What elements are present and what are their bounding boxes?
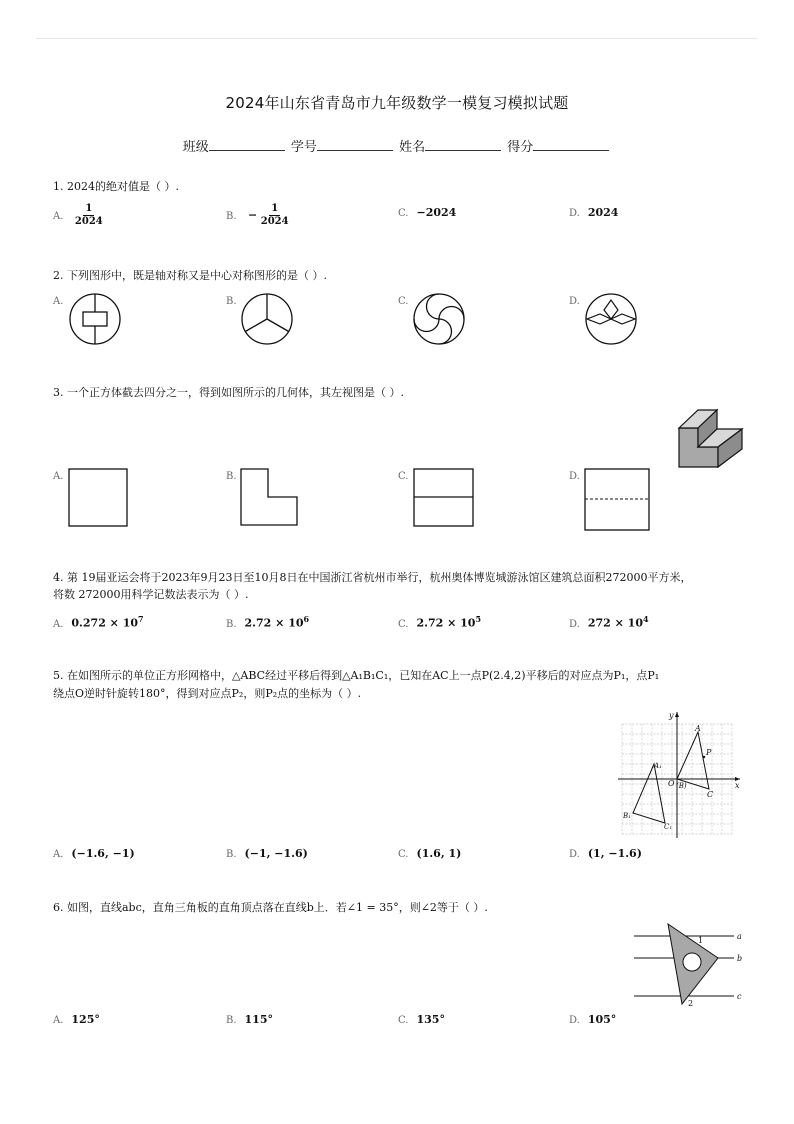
option-label: C. bbox=[398, 208, 409, 219]
label-a: a bbox=[737, 932, 742, 941]
q6-option-c[interactable] bbox=[398, 1013, 445, 1026]
angle-2-label: 2 bbox=[688, 999, 694, 1008]
name-label: 姓名 bbox=[399, 140, 426, 155]
option-value: (−1.6, −1) bbox=[71, 847, 135, 860]
student-info-row bbox=[0, 136, 794, 155]
fraction-numerator: 1 bbox=[271, 203, 279, 214]
c1-label: C₁ bbox=[664, 823, 673, 831]
q2-option-a-label[interactable]: A. bbox=[53, 296, 64, 307]
triangle-a1b1c1 bbox=[633, 764, 665, 823]
score-label: 得分 bbox=[507, 140, 534, 155]
option-exponent: 4 bbox=[643, 614, 649, 624]
option-base: 2.72 × 10 bbox=[244, 616, 304, 630]
option-label: C. bbox=[398, 1015, 409, 1026]
name-blank[interactable] bbox=[425, 138, 501, 151]
class-field bbox=[183, 136, 287, 155]
minus-sign: − bbox=[248, 208, 258, 222]
y-axis-arrow bbox=[675, 712, 679, 717]
option-label: D. bbox=[569, 208, 580, 219]
question-5-stem-line-1: 5. 在如图所示的单位正方形网格中，△ABC经过平移后得到△A₁B₁C₁，已知在AC上一点P(2.4,2)平移后的对应点为P₁，点P₁ bbox=[53, 669, 660, 682]
option-value: 125° bbox=[71, 1013, 100, 1026]
id-field bbox=[291, 136, 395, 155]
option-label: B. bbox=[226, 210, 237, 222]
option-label: C. bbox=[398, 618, 409, 630]
name-field bbox=[399, 136, 503, 155]
a-label: A bbox=[695, 724, 701, 733]
option-value: 135° bbox=[416, 1013, 445, 1026]
q4-option-b[interactable] bbox=[226, 614, 309, 630]
q3-option-c-label[interactable]: C. bbox=[398, 471, 409, 482]
page-title: 2024年山东省青岛市九年级数学一模复习模拟试题 bbox=[225, 94, 569, 112]
q3-view-a-square[interactable] bbox=[68, 468, 128, 528]
option-base: 0.272 × 10 bbox=[71, 616, 139, 630]
option-exponent: 7 bbox=[138, 614, 144, 624]
option-label: D. bbox=[569, 618, 580, 630]
point-p bbox=[703, 756, 705, 758]
q5-option-d[interactable] bbox=[569, 847, 642, 860]
q3-option-b-label[interactable]: B. bbox=[226, 471, 237, 482]
q3-view-b-l-shape[interactable] bbox=[240, 468, 300, 528]
option-label: B. bbox=[226, 1015, 237, 1026]
option-value: −2024 bbox=[416, 206, 457, 219]
question-4-stem-line-2: 将数 272000用科学记数法表示为（ ）. bbox=[53, 588, 249, 601]
x-label: x bbox=[735, 781, 740, 790]
o-label: O bbox=[668, 779, 675, 788]
option-value: 115° bbox=[244, 1013, 273, 1026]
q5-grid-figure bbox=[618, 710, 744, 838]
fraction bbox=[261, 203, 289, 228]
q3-view-c-split-rect[interactable] bbox=[413, 468, 475, 528]
q4-option-c[interactable] bbox=[398, 614, 481, 630]
option-value: (−1, −1.6) bbox=[244, 847, 308, 860]
option-value: (1, −1.6) bbox=[587, 847, 642, 860]
q4-option-a[interactable] bbox=[53, 614, 144, 630]
b-label: (B) bbox=[676, 782, 687, 790]
q2-option-c-label[interactable]: C. bbox=[398, 296, 409, 307]
class-label: 班级 bbox=[182, 140, 209, 155]
option-label: A. bbox=[53, 849, 64, 860]
option-value: (1.6, 1) bbox=[416, 847, 462, 860]
a1-label: A₁ bbox=[654, 762, 662, 770]
q3-cut-cube-solid bbox=[676, 406, 746, 470]
q1-option-a[interactable] bbox=[53, 203, 103, 228]
c-label: C bbox=[707, 790, 714, 799]
header-divider bbox=[36, 38, 758, 39]
question-1-stem: 1. 2024的绝对值是（ ）. bbox=[53, 180, 179, 193]
option-exponent: 5 bbox=[475, 614, 482, 624]
q5-option-a[interactable] bbox=[53, 847, 135, 860]
option-label: A. bbox=[53, 210, 64, 222]
label-b: b bbox=[737, 954, 743, 963]
angle-1-label: 1 bbox=[698, 936, 704, 945]
label-c: c bbox=[737, 992, 742, 1001]
option-label: D. bbox=[569, 849, 580, 860]
fraction-numerator: 1 bbox=[85, 203, 93, 214]
q6-option-a[interactable] bbox=[53, 1013, 100, 1026]
p-label: P bbox=[706, 748, 712, 757]
option-label: C. bbox=[398, 849, 409, 860]
q1-option-b[interactable] bbox=[226, 203, 289, 228]
fraction bbox=[75, 203, 103, 228]
q2-option-b-label[interactable]: B. bbox=[226, 296, 237, 307]
b1-label: B₁ bbox=[623, 812, 631, 820]
id-blank[interactable] bbox=[317, 138, 393, 151]
q5-option-c[interactable] bbox=[398, 847, 461, 860]
option-label: B. bbox=[226, 618, 237, 630]
class-blank[interactable] bbox=[209, 138, 285, 151]
option-label: B. bbox=[226, 849, 237, 860]
score-field bbox=[507, 136, 611, 155]
option-label: A. bbox=[53, 618, 64, 630]
q2-figure-b-three-sector-circle[interactable] bbox=[240, 292, 294, 346]
q3-view-d-dashed-rect[interactable] bbox=[584, 468, 652, 532]
q2-figure-d-three-rhombus-circle[interactable] bbox=[584, 292, 638, 346]
question-2-stem: 2. 下列图形中，既是轴对称又是中心对称图形的是（ ）. bbox=[53, 269, 327, 282]
fraction-denominator: 2024 bbox=[260, 216, 289, 227]
q1-option-c[interactable] bbox=[398, 206, 456, 219]
q2-figure-c-pinwheel-circle[interactable] bbox=[412, 292, 466, 346]
option-label: A. bbox=[53, 1015, 64, 1026]
id-label: 学号 bbox=[290, 140, 317, 155]
q3-option-a-label[interactable]: A. bbox=[53, 471, 64, 482]
q6-parallel-lines-triangle-figure bbox=[630, 922, 750, 1010]
question-6-stem: 6. 如图，直线abc，直角三角板的直角顶点落在直线b上．若∠1 = 35°，则∠2等于（ ）. bbox=[53, 901, 488, 914]
q6-option-b[interactable] bbox=[226, 1013, 273, 1026]
option-base: 272 × 10 bbox=[587, 616, 643, 630]
score-blank[interactable] bbox=[533, 138, 609, 151]
q1-option-d[interactable] bbox=[569, 206, 618, 219]
q2-option-d-label[interactable]: D. bbox=[569, 296, 580, 307]
option-label: D. bbox=[569, 1015, 580, 1026]
option-exponent: 6 bbox=[303, 614, 310, 624]
set-square-hole bbox=[683, 953, 701, 971]
option-value: 105° bbox=[587, 1013, 617, 1026]
q3-option-d-label[interactable]: D. bbox=[569, 471, 580, 482]
fraction-denominator: 2024 bbox=[74, 216, 103, 227]
q6-option-d[interactable] bbox=[569, 1013, 616, 1026]
question-4-stem-line-1: 4. 第 19届亚运会将于2023年9月23日至10月8日在中国浙江省杭州市举行，杭州奥体博览城游泳馆区建筑总面积272000平方米， bbox=[53, 571, 692, 584]
q5-option-b[interactable] bbox=[226, 847, 308, 860]
q2-figure-a-circle-with-rectangle[interactable] bbox=[68, 292, 122, 346]
question-3-stem: 3. 一个正方体截去四分之一，得到如图所示的几何体，其左视图是（ ）. bbox=[53, 386, 404, 399]
y-label: y bbox=[669, 711, 674, 720]
q4-option-d[interactable] bbox=[569, 614, 649, 630]
option-value: 2024 bbox=[587, 206, 619, 219]
question-5-stem-line-2: 绕点O逆时针旋转180°，得到对应点P₂，则P₂点的坐标为（ ）. bbox=[53, 687, 362, 700]
option-base: 2.72 × 10 bbox=[416, 616, 476, 630]
